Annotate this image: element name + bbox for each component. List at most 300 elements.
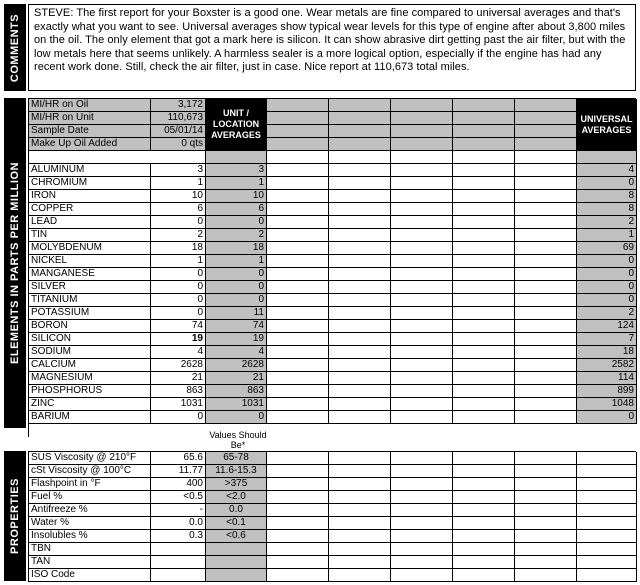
sample-info-label: Sample Date	[29, 125, 151, 138]
element-unit-average: 2	[206, 229, 267, 242]
empty-cell	[329, 333, 391, 346]
empty-cell	[453, 281, 515, 294]
element-name: LEAD	[29, 216, 151, 229]
element-name: CHROMIUM	[29, 177, 151, 190]
empty-cell	[329, 543, 391, 556]
empty-cell	[453, 359, 515, 372]
empty-cell	[515, 543, 577, 556]
sample-info-label: Make Up Oil Added	[29, 138, 151, 151]
element-universal-average: 18	[577, 346, 637, 359]
sample-info-value: 3,172	[151, 99, 206, 112]
element-unit-average: 11	[206, 307, 267, 320]
element-value: 2	[151, 229, 206, 242]
empty-cell	[453, 203, 515, 216]
element-universal-average: 8	[577, 203, 637, 216]
property-name: Insolubles %	[29, 530, 151, 543]
empty-cell	[515, 359, 577, 372]
empty-cell	[267, 346, 329, 359]
empty-cell	[515, 333, 577, 346]
empty-cell	[329, 530, 391, 543]
spacer-cell	[515, 151, 577, 164]
empty-cell	[577, 478, 637, 491]
empty-cell	[391, 203, 453, 216]
element-name: SILVER	[29, 281, 151, 294]
empty-cell	[329, 346, 391, 359]
empty-cell	[515, 242, 577, 255]
element-value: 3	[151, 164, 206, 177]
empty-cell	[391, 320, 453, 333]
property-name: Water %	[29, 517, 151, 530]
empty-cell	[329, 517, 391, 530]
empty-cell	[267, 452, 329, 465]
element-name: SILICON	[29, 333, 151, 346]
empty-cell	[329, 229, 391, 242]
empty-cell	[515, 491, 577, 504]
element-value: 0	[151, 216, 206, 229]
empty-cell	[515, 504, 577, 517]
element-unit-average: 0	[206, 281, 267, 294]
property-name: Antifreeze %	[29, 504, 151, 517]
empty-cell	[267, 255, 329, 268]
properties-side-label: PROPERTIES	[4, 451, 26, 581]
element-universal-average: 124	[577, 320, 637, 333]
property-should-be: >375	[206, 478, 267, 491]
properties-table	[28, 451, 636, 582]
element-value: 0	[151, 411, 206, 424]
empty-cell	[515, 216, 577, 229]
empty-cell	[267, 398, 329, 411]
empty-cell	[267, 333, 329, 346]
empty-cell	[267, 125, 329, 138]
property-value: <0.5	[151, 491, 206, 504]
spacer-cell	[453, 151, 515, 164]
empty-cell	[391, 268, 453, 281]
empty-cell	[577, 491, 637, 504]
universal-averages-header: UNIVERSAL AVERAGES	[577, 99, 637, 151]
empty-cell	[329, 112, 391, 125]
empty-cell	[577, 569, 637, 582]
empty-cell	[515, 268, 577, 281]
element-universal-average: 69	[577, 242, 637, 255]
elements-table	[28, 98, 636, 437]
element-unit-average: 10	[206, 190, 267, 203]
element-unit-average: 6	[206, 203, 267, 216]
element-name: POTASSIUM	[29, 307, 151, 320]
empty-cell	[329, 398, 391, 411]
element-unit-average: 18	[206, 242, 267, 255]
empty-cell	[391, 543, 453, 556]
empty-cell	[329, 216, 391, 229]
empty-cell	[391, 229, 453, 242]
element-value: 19	[151, 333, 206, 346]
empty-cell	[515, 452, 577, 465]
element-value: 1031	[151, 398, 206, 411]
empty-cell	[391, 398, 453, 411]
empty-cell	[329, 372, 391, 385]
empty-cell	[515, 164, 577, 177]
empty-cell	[267, 385, 329, 398]
empty-cell	[267, 138, 329, 151]
empty-cell	[453, 543, 515, 556]
element-name: SODIUM	[29, 346, 151, 359]
empty-cell	[267, 281, 329, 294]
element-unit-average: 863	[206, 385, 267, 398]
empty-cell	[515, 203, 577, 216]
empty-cell	[577, 556, 637, 569]
element-unit-average: 1031	[206, 398, 267, 411]
values-should-be-label: Values Should Be*	[209, 430, 267, 450]
empty-cell	[515, 530, 577, 543]
empty-cell	[391, 359, 453, 372]
empty-cell	[267, 556, 329, 569]
spacer-cell	[29, 151, 206, 164]
element-universal-average: 0	[577, 268, 637, 281]
empty-cell	[267, 569, 329, 582]
sample-info-label: MI/HR on Oil	[29, 99, 151, 112]
element-universal-average: 0	[577, 281, 637, 294]
element-name: ZINC	[29, 398, 151, 411]
empty-cell	[391, 452, 453, 465]
empty-cell	[267, 268, 329, 281]
spacer-cell	[206, 151, 267, 164]
empty-cell	[515, 569, 577, 582]
element-value: 0	[151, 281, 206, 294]
empty-cell	[577, 543, 637, 556]
empty-cell	[515, 190, 577, 203]
element-name: CALCIUM	[29, 359, 151, 372]
empty-cell	[515, 138, 577, 151]
empty-cell	[267, 491, 329, 504]
element-unit-average: 1	[206, 255, 267, 268]
empty-cell	[453, 411, 515, 424]
property-should-be	[206, 543, 267, 556]
empty-cell	[453, 255, 515, 268]
element-universal-average: 0	[577, 177, 637, 190]
element-universal-average: 1	[577, 229, 637, 242]
empty-cell	[329, 203, 391, 216]
property-value: 400	[151, 478, 206, 491]
empty-cell	[329, 190, 391, 203]
empty-cell	[391, 242, 453, 255]
empty-cell	[453, 307, 515, 320]
empty-cell	[453, 164, 515, 177]
element-name: MANGANESE	[29, 268, 151, 281]
empty-cell	[329, 164, 391, 177]
empty-cell	[267, 320, 329, 333]
element-unit-average: 21	[206, 372, 267, 385]
empty-cell	[329, 478, 391, 491]
empty-cell	[453, 504, 515, 517]
empty-cell	[391, 411, 453, 424]
empty-cell	[453, 556, 515, 569]
empty-cell	[453, 517, 515, 530]
element-value: 863	[151, 385, 206, 398]
comments-side-label: COMMENTS	[4, 4, 26, 91]
element-universal-average: 0	[577, 255, 637, 268]
element-unit-average: 0	[206, 268, 267, 281]
element-universal-average: 899	[577, 385, 637, 398]
empty-cell	[329, 268, 391, 281]
empty-cell	[391, 125, 453, 138]
element-unit-average: 74	[206, 320, 267, 333]
empty-cell	[267, 530, 329, 543]
element-unit-average: 1	[206, 177, 267, 190]
unit-averages-header: UNIT / LOCATION AVERAGES	[206, 99, 267, 151]
empty-cell	[515, 99, 577, 112]
property-should-be: 0.0	[206, 504, 267, 517]
empty-cell	[453, 294, 515, 307]
empty-cell	[453, 177, 515, 190]
empty-cell	[329, 385, 391, 398]
empty-cell	[391, 385, 453, 398]
sample-info-value: 110,673	[151, 112, 206, 125]
empty-cell	[515, 517, 577, 530]
empty-cell	[267, 478, 329, 491]
empty-cell	[515, 255, 577, 268]
empty-cell	[391, 530, 453, 543]
empty-cell	[329, 255, 391, 268]
property-value: 11.77	[151, 465, 206, 478]
empty-cell	[453, 242, 515, 255]
spacer-cell	[577, 151, 637, 164]
empty-cell	[329, 281, 391, 294]
empty-cell	[453, 385, 515, 398]
empty-cell	[267, 203, 329, 216]
empty-cell	[453, 112, 515, 125]
empty-cell	[453, 465, 515, 478]
property-name: cSt Viscosity @ 100°C	[29, 465, 151, 478]
empty-cell	[577, 465, 637, 478]
empty-cell	[515, 385, 577, 398]
elements-side-label: ELEMENTS IN PARTS PER MILLION	[4, 98, 26, 428]
empty-cell	[453, 320, 515, 333]
empty-cell	[453, 372, 515, 385]
empty-cell	[515, 478, 577, 491]
property-value: 0.0	[151, 517, 206, 530]
empty-cell	[267, 112, 329, 125]
empty-cell	[391, 556, 453, 569]
empty-cell	[453, 138, 515, 151]
empty-cell	[453, 452, 515, 465]
spacer-cell	[329, 151, 391, 164]
element-unit-average: 0	[206, 216, 267, 229]
element-unit-average: 0	[206, 411, 267, 424]
element-unit-average: 3	[206, 164, 267, 177]
empty-cell	[329, 452, 391, 465]
property-value: -	[151, 504, 206, 517]
empty-cell	[267, 307, 329, 320]
empty-cell	[391, 491, 453, 504]
element-universal-average: 114	[577, 372, 637, 385]
element-name: IRON	[29, 190, 151, 203]
element-name: BORON	[29, 320, 151, 333]
empty-cell	[453, 346, 515, 359]
empty-cell	[329, 504, 391, 517]
empty-cell	[453, 190, 515, 203]
empty-cell	[267, 372, 329, 385]
empty-cell	[267, 504, 329, 517]
empty-cell	[453, 99, 515, 112]
element-universal-average: 2	[577, 216, 637, 229]
property-name: TAN	[29, 556, 151, 569]
empty-cell	[329, 294, 391, 307]
empty-cell	[515, 177, 577, 190]
element-name: MOLYBDENUM	[29, 242, 151, 255]
property-name: TBN	[29, 543, 151, 556]
empty-cell	[267, 517, 329, 530]
element-universal-average: 8	[577, 190, 637, 203]
empty-cell	[329, 465, 391, 478]
element-value: 0	[151, 294, 206, 307]
property-value	[151, 556, 206, 569]
empty-cell	[453, 333, 515, 346]
empty-cell	[515, 372, 577, 385]
empty-cell	[515, 556, 577, 569]
empty-cell	[515, 320, 577, 333]
element-universal-average: 2582	[577, 359, 637, 372]
empty-cell	[515, 411, 577, 424]
empty-cell	[391, 294, 453, 307]
comments-text: STEVE: The first report for your Boxster is a good one. Wear metals are fine compared to universal averages and that's exactly what you want to see. Universal averages show typical wear levels for this type of engine after about 3,800 miles on the oil. The only element that got a mark here is silicon. It can show abrasive dirt getting past the air filter, but with the low metals here that seems unlikely. A harmless sealer is a more logical option, especially if the engine has had any recent work done. Still, check the air filter, just in case. Nice report at 110,673 total miles.	[28, 4, 636, 91]
element-universal-average: 4	[577, 164, 637, 177]
element-value: 4	[151, 346, 206, 359]
element-value: 6	[151, 203, 206, 216]
empty-cell	[453, 491, 515, 504]
empty-cell	[453, 216, 515, 229]
empty-cell	[453, 268, 515, 281]
empty-cell	[515, 229, 577, 242]
empty-cell	[267, 216, 329, 229]
empty-cell	[391, 504, 453, 517]
empty-cell	[391, 190, 453, 203]
empty-cell	[515, 398, 577, 411]
element-value: 2628	[151, 359, 206, 372]
element-unit-average: 0	[206, 294, 267, 307]
empty-cell	[267, 465, 329, 478]
empty-cell	[577, 530, 637, 543]
empty-cell	[515, 307, 577, 320]
empty-cell	[515, 465, 577, 478]
empty-cell	[515, 294, 577, 307]
empty-cell	[329, 125, 391, 138]
element-name: ALUMINUM	[29, 164, 151, 177]
property-value: 0.3	[151, 530, 206, 543]
element-universal-average: 7	[577, 333, 637, 346]
element-value: 1	[151, 177, 206, 190]
empty-cell	[267, 543, 329, 556]
element-value: 74	[151, 320, 206, 333]
sample-info-value: 0 qts	[151, 138, 206, 151]
element-value: 0	[151, 307, 206, 320]
property-should-be: 65-78	[206, 452, 267, 465]
empty-cell	[391, 216, 453, 229]
empty-cell	[391, 517, 453, 530]
empty-cell	[577, 452, 637, 465]
empty-cell	[329, 556, 391, 569]
element-name: MAGNESIUM	[29, 372, 151, 385]
empty-cell	[329, 320, 391, 333]
empty-cell	[453, 569, 515, 582]
empty-cell	[329, 307, 391, 320]
element-unit-average: 2628	[206, 359, 267, 372]
empty-cell	[267, 242, 329, 255]
empty-cell	[453, 229, 515, 242]
empty-cell	[391, 346, 453, 359]
empty-cell	[391, 281, 453, 294]
empty-cell	[329, 99, 391, 112]
empty-cell	[515, 281, 577, 294]
spacer-cell	[391, 151, 453, 164]
empty-cell	[329, 242, 391, 255]
empty-cell	[267, 411, 329, 424]
property-value: 65.6	[151, 452, 206, 465]
empty-cell	[391, 465, 453, 478]
empty-cell	[329, 359, 391, 372]
property-should-be	[206, 556, 267, 569]
property-should-be: <0.6	[206, 530, 267, 543]
element-name: BARIUM	[29, 411, 151, 424]
empty-cell	[391, 569, 453, 582]
empty-cell	[267, 229, 329, 242]
empty-cell	[267, 294, 329, 307]
property-name: Flashpoint in °F	[29, 478, 151, 491]
element-name: NICKEL	[29, 255, 151, 268]
element-value: 10	[151, 190, 206, 203]
property-name: ISO Code	[29, 569, 151, 582]
empty-cell	[391, 164, 453, 177]
sample-info-value: 05/01/14	[151, 125, 206, 138]
empty-cell	[453, 398, 515, 411]
empty-cell	[577, 517, 637, 530]
property-should-be: 11.6-15.3	[206, 465, 267, 478]
element-value: 1	[151, 255, 206, 268]
empty-cell	[391, 255, 453, 268]
empty-cell	[391, 478, 453, 491]
element-universal-average: 2	[577, 307, 637, 320]
empty-cell	[329, 177, 391, 190]
property-value	[151, 569, 206, 582]
property-value	[151, 543, 206, 556]
element-value: 18	[151, 242, 206, 255]
empty-cell	[515, 112, 577, 125]
element-value: 0	[151, 268, 206, 281]
empty-cell	[391, 138, 453, 151]
element-universal-average: 1048	[577, 398, 637, 411]
empty-cell	[329, 569, 391, 582]
empty-cell	[391, 307, 453, 320]
element-name: PHOSPHORUS	[29, 385, 151, 398]
sample-info-label: MI/HR on Unit	[29, 112, 151, 125]
element-name: TITANIUM	[29, 294, 151, 307]
spacer-cell	[267, 151, 329, 164]
property-should-be	[206, 569, 267, 582]
element-name: COPPER	[29, 203, 151, 216]
empty-cell	[391, 372, 453, 385]
property-name: Fuel %	[29, 491, 151, 504]
empty-cell	[453, 478, 515, 491]
element-unit-average: 4	[206, 346, 267, 359]
empty-cell	[391, 177, 453, 190]
empty-cell	[329, 491, 391, 504]
property-should-be: <0.1	[206, 517, 267, 530]
empty-cell	[267, 177, 329, 190]
empty-cell	[267, 164, 329, 177]
element-unit-average: 19	[206, 333, 267, 346]
empty-cell	[329, 138, 391, 151]
property-should-be: <2.0	[206, 491, 267, 504]
empty-cell	[267, 190, 329, 203]
empty-cell	[515, 346, 577, 359]
